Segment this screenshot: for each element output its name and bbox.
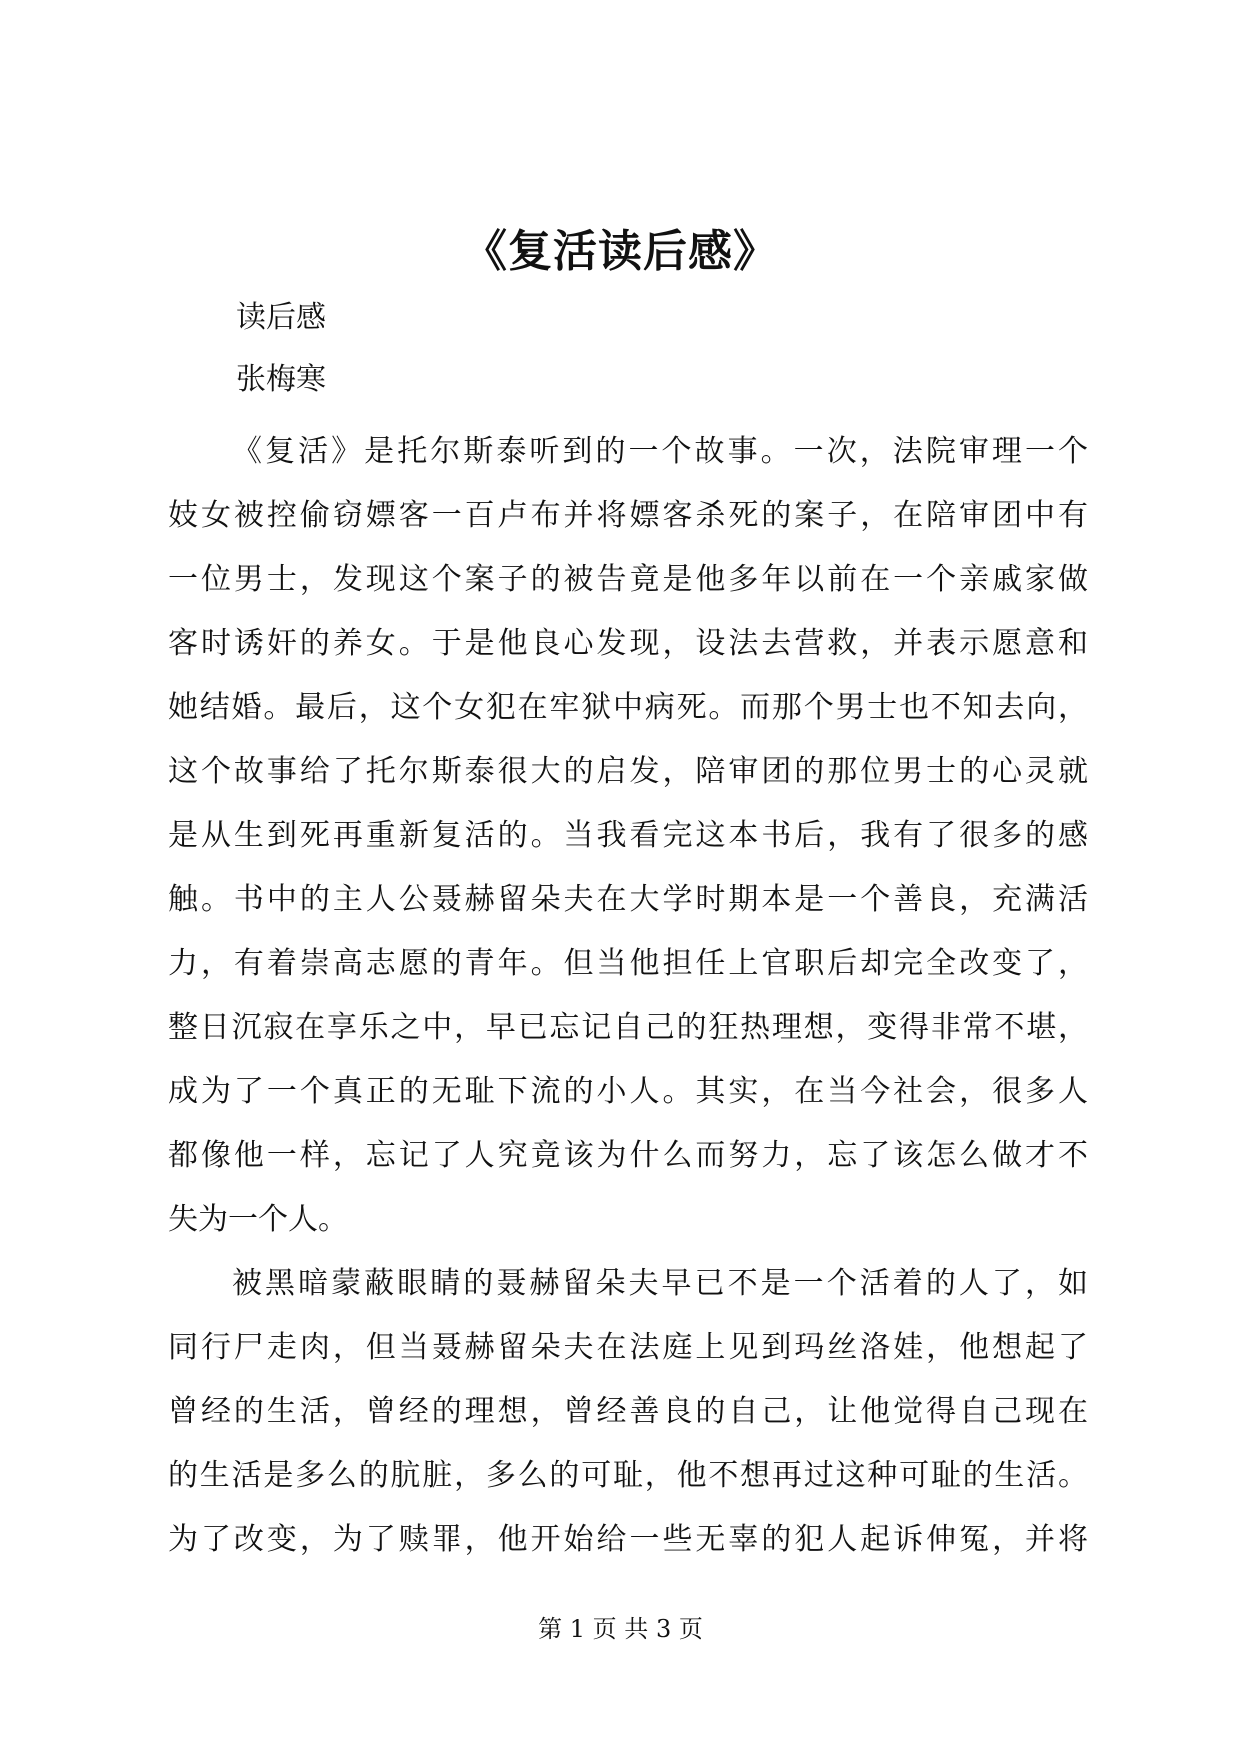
text-line: 整日沉寂在享乐之中，早已忘记自己的狂热理想，变得非常不堪，	[168, 1010, 1088, 1045]
document-body	[168, 420, 1088, 1572]
text-line: 力，有着崇高志愿的青年。但当他担任上官职后却完全改变了，	[168, 946, 1088, 981]
text-line: 被黑暗蒙蔽眼睛的聂赫留朵夫早已不是一个活着的人了，如	[232, 1266, 1088, 1301]
text-line: 失为一个人。	[168, 1202, 348, 1237]
document-author: 张梅寒	[236, 362, 326, 397]
text-line: 一位男士，发现这个案子的被告竟是他多年以前在一个亲戚家做	[168, 562, 1088, 597]
text-line: 都像他一样，忘记了人究竟该为什么而努力，忘了该怎么做才不	[168, 1138, 1088, 1173]
document-subtitle: 读后感	[236, 300, 326, 335]
text-line: 成为了一个真正的无耻下流的小人。其实，在当今社会，很多人	[168, 1074, 1088, 1109]
text-line: 《复活》是托尔斯泰听到的一个故事。一次，法院审理一个	[232, 434, 1088, 469]
document-title: 《复活读后感》	[463, 226, 778, 277]
text-line: 为了改变，为了赎罪，他开始给一些无辜的犯人起诉伸冤，并将	[168, 1522, 1088, 1557]
text-line: 是从生到死再重新复活的。当我看完这本书后，我有了很多的感	[168, 818, 1088, 853]
page-footer: 第 1 页 共 3 页	[538, 1615, 703, 1643]
text-line: 曾经的生活，曾经的理想，曾经善良的自己，让他觉得自己现在	[168, 1394, 1088, 1429]
text-line: 的生活是多么的肮脏，多么的可耻，他不想再过这种可耻的生活。	[168, 1458, 1088, 1493]
text-line: 客时诱奸的养女。于是他良心发现，设法去营救，并表示愿意和	[168, 626, 1088, 661]
text-line: 这个故事给了托尔斯泰很大的启发，陪审团的那位男士的心灵就	[168, 754, 1088, 789]
text-line: 同行尸走肉，但当聂赫留朵夫在法庭上见到玛丝洛娃，他想起了	[168, 1330, 1088, 1365]
text-line: 妓女被控偷窃嫖客一百卢布并将嫖客杀死的案子，在陪审团中有	[168, 498, 1088, 533]
text-line: 触。书中的主人公聂赫留朵夫在大学时期本是一个善良，充满活	[168, 882, 1088, 917]
text-line: 她结婚。最后，这个女犯在牢狱中病死。而那个男士也不知去向，	[168, 690, 1088, 725]
